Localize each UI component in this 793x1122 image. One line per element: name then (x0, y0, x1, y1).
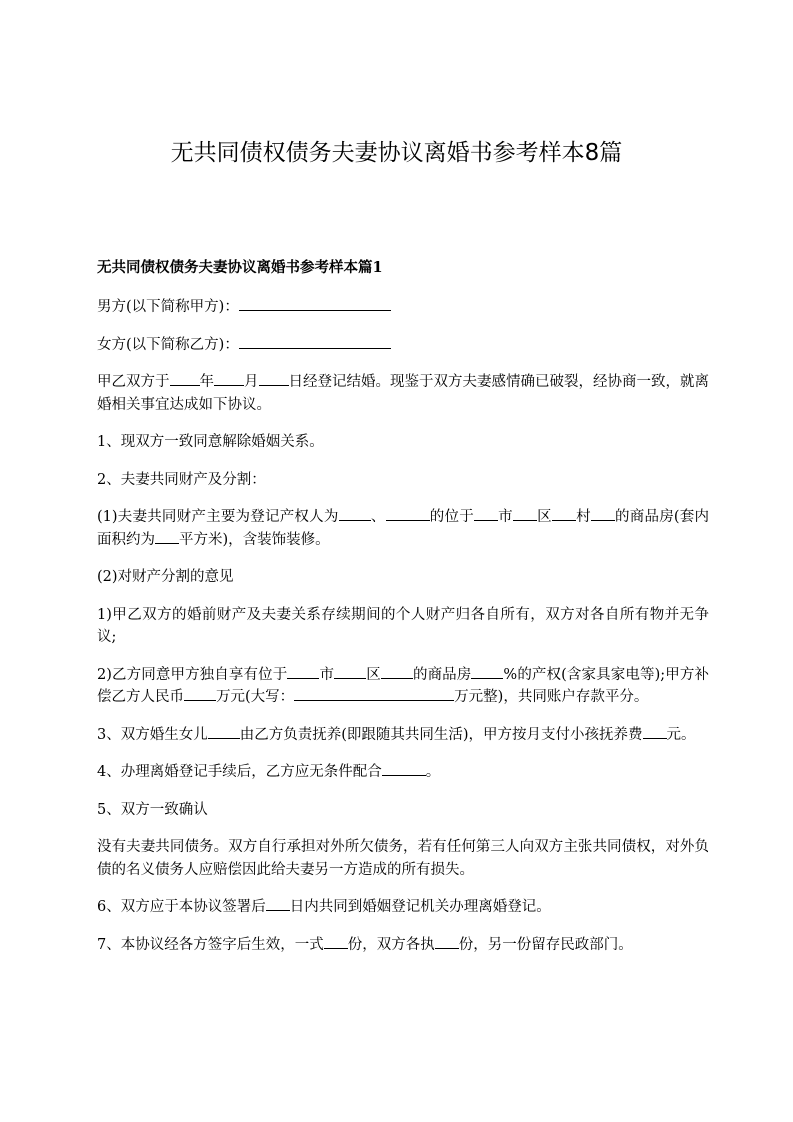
blank-line (513, 506, 537, 521)
paragraph-item-1: 1、现双方一致同意解除婚姻关系。 (97, 434, 324, 450)
paragraph-husband: 男方(以下简称甲方)： (97, 296, 709, 319)
paragraph-property: (1)夫妻共同财产主要为登记产权人为 、 的位于 市 区 村 的商品房(套内面积约为 平方米)，含装饰装修。 (97, 506, 709, 551)
blank-line (294, 686, 454, 701)
blank-line (382, 761, 426, 776)
paragraph-house-share: 2)乙方同意甲方独自享有位于 市 区 的商品房 %的产权(含家具家电等);甲方补偿乙方人民币 万元(大写： 万元整)，共同账户存款平分。 (97, 664, 709, 709)
paragraph-item-5: 5、双方一致确认 (97, 801, 208, 818)
blank-line (184, 686, 216, 701)
paragraph-item-4: 4、办理离婚登记手续后，乙方应无条件配合 。 (97, 761, 709, 784)
blank-line (287, 664, 319, 679)
blank-line (381, 664, 413, 679)
paragraph-premarital: 1)甲乙双方的婚前财产及夫妻关系存续期间的个人财产归各自所有，双方对各自所有物并无争议; (97, 606, 709, 645)
blank-line (266, 896, 290, 911)
blank-line (474, 506, 498, 521)
blank-line (324, 934, 348, 949)
blank-line (155, 529, 179, 544)
paragraph-wife: 女方(以下简称乙方)： (97, 334, 709, 357)
document-title: 无共同债权债务夫妻协议离婚书参考样本8篇 (170, 140, 623, 166)
blank-line (386, 506, 430, 521)
paragraph-division-opinion: (2)对财产分割的意见 (97, 569, 234, 585)
blank-line (239, 296, 391, 311)
blank-line (214, 371, 244, 386)
paragraph-child-custody: 3、双方婚生女儿 由乙方负责抚养(即跟随其共同生活)，甲方按月支付小孩抚养费 元。 (97, 724, 709, 747)
blank-line (435, 934, 459, 949)
blank-line (339, 506, 371, 521)
blank-line (208, 724, 240, 739)
paragraph-marriage: 甲乙双方于 年 月 日经登记结婚。现鉴于双方夫妻感情确已破裂，经协商一致，就离婚相关事宜达成如下协议。 (97, 371, 709, 416)
blank-line (170, 371, 200, 386)
blank-line (239, 334, 391, 349)
blank-line (643, 724, 667, 739)
paragraph-debts: 没有夫妻共同债务。双方自行承担对外所欠债务，若有任何第三人向双方主张共同债权，对外负债的名义债务人应赔偿因此给夫妻另一方造成的所有损失。 (97, 839, 709, 878)
section-heading: 无共同债权债务夫妻协议离婚书参考样本篇1 (97, 259, 383, 276)
blank-line (591, 506, 615, 521)
document-body (97, 254, 709, 971)
paragraph-item-2: 2、夫妻共同财产及分割： (97, 471, 266, 488)
blank-line (471, 664, 503, 679)
paragraph-item-6: 6、双方应于本协议签署后 日内共同到婚姻登记机关办理离婚登记。 (97, 896, 709, 919)
blank-line (259, 371, 289, 386)
blank-line (334, 664, 366, 679)
blank-line (552, 506, 576, 521)
paragraph-item-7: 7、本协议经各方签字后生效，一式 份，双方各执 份，另一份留存民政部门。 (97, 934, 709, 957)
